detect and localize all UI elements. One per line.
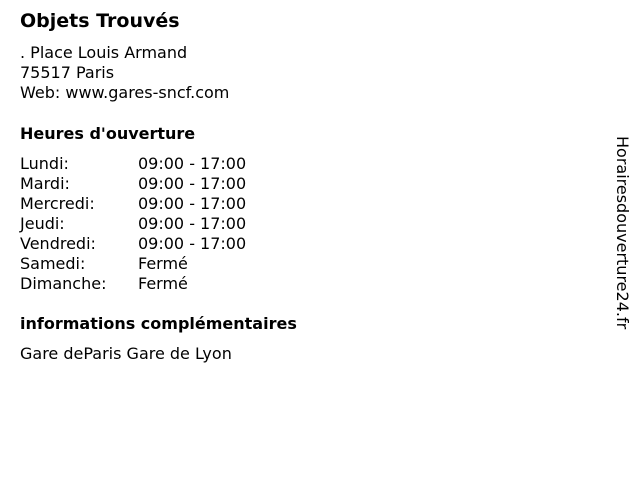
page-title: Objets Trouvés [20, 10, 180, 32]
hours-value: 09:00 - 17:00 [138, 174, 247, 193]
day-label: Jeudi: [20, 214, 65, 233]
day-label: Dimanche: [20, 274, 107, 293]
hours-value: 09:00 - 17:00 [138, 214, 247, 233]
day-label: Mercredi: [20, 194, 95, 213]
info-text: Gare deParis Gare de Lyon [20, 344, 232, 363]
hours-value: Fermé [138, 254, 188, 273]
address-street: . Place Louis Armand [20, 43, 188, 62]
hours-heading: Heures d'ouverture [20, 124, 196, 143]
info-heading: informations complémentaires [20, 314, 297, 333]
site-watermark: Horairesdouverture24.fr [613, 136, 632, 330]
address-block [20, 43, 229, 103]
address-web: Web: www.gares-sncf.com [20, 83, 230, 102]
day-label: Samedi: [20, 254, 86, 273]
hours-value: 09:00 - 17:00 [138, 194, 247, 213]
day-label: Lundi: [20, 154, 69, 173]
day-label: Mardi: [20, 174, 70, 193]
address-city: 75517 Paris [20, 63, 115, 82]
hours-value: Fermé [138, 274, 188, 293]
hours-value: 09:00 - 17:00 [138, 234, 247, 253]
day-label: Vendredi: [20, 234, 96, 253]
hours-value: 09:00 - 17:00 [138, 154, 247, 173]
